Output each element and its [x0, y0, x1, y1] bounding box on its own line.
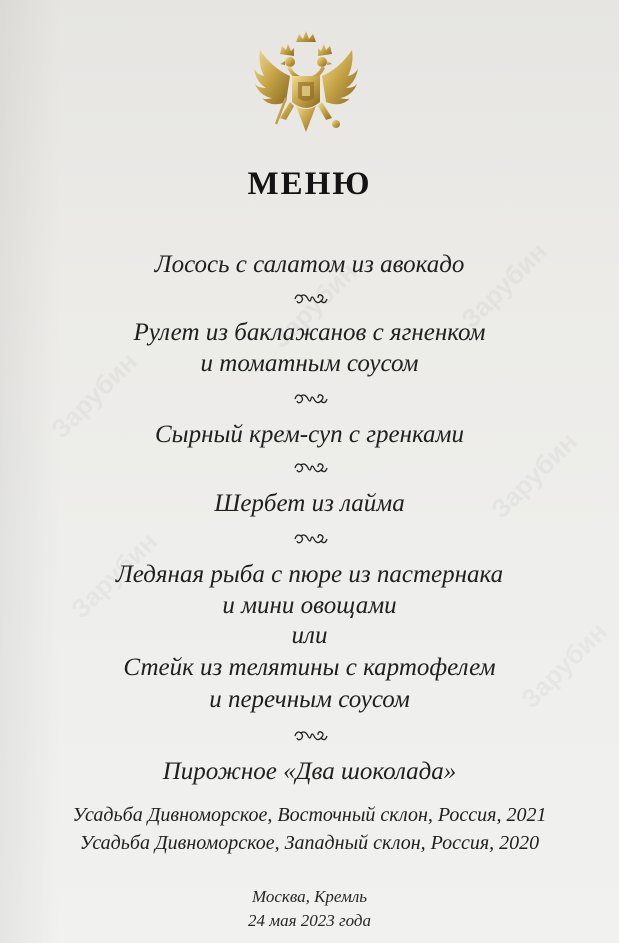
course-item: Рулет из баклажанов с ягненком [133, 319, 486, 346]
course-item: Ледяная рыба с пюре из пастернака [115, 561, 504, 588]
event-date: 24 мая 2023 года [247, 911, 371, 930]
course-alternative-or: или [291, 622, 328, 649]
menu-title: МЕНЮ [247, 166, 372, 202]
course-item: Шербет из лайма [214, 490, 405, 517]
ornament-separator-icon [291, 460, 331, 476]
course-item: Сырный крем-суп с гренками [154, 421, 465, 448]
event-place: Москва, Кремль [251, 887, 368, 906]
course-item: Лосось с салатом из авокадо [154, 251, 465, 278]
wine-item: Усадьба Дивноморское, Восточный склон, Россия, 2021 [72, 804, 547, 826]
watermark: Зарубин [64, 526, 163, 625]
ornament-separator-icon [291, 291, 331, 307]
watermark: Зарубин [264, 256, 363, 355]
ornament-separator-icon [291, 391, 331, 407]
ornament-separator-icon [291, 728, 331, 744]
course-item-line-2: и томатным соусом [200, 350, 419, 377]
course-item: Стейк из телятины с картофелем [123, 654, 496, 681]
watermark: Зарубин [484, 426, 583, 525]
wine-item: Усадьба Дивноморское, Западный склон, Россия, 2020 [79, 832, 540, 854]
page-shadow [0, 0, 60, 943]
watermark: Зарубин [454, 236, 553, 335]
watermark: Зарубин [514, 616, 613, 715]
ornament-separator-icon [291, 531, 331, 547]
course-item-line-2: и перечным соусом [209, 686, 410, 713]
course-item-line-2: и мини овощами [222, 592, 397, 619]
coat-of-arms-icon [246, 28, 366, 143]
watermark: Зарубин [44, 346, 143, 445]
course-item: Пирожное «Два шоколада» [162, 758, 457, 785]
